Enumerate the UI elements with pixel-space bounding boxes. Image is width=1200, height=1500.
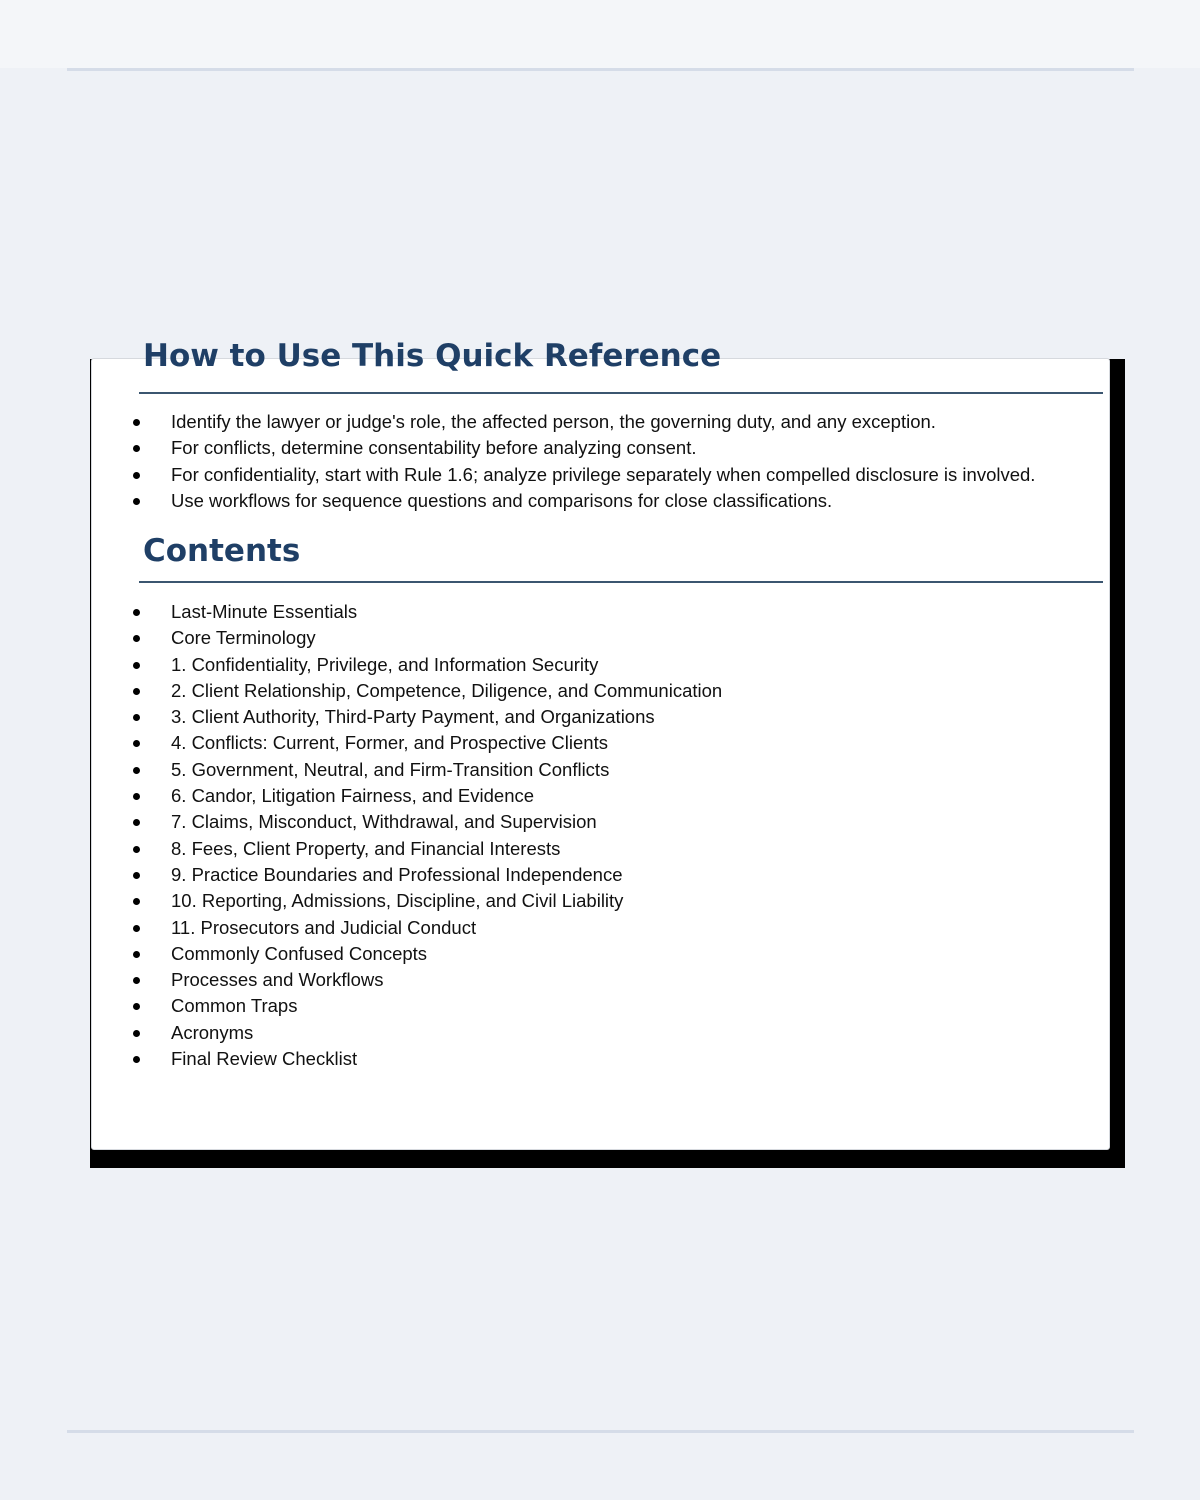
bullet-dot-icon bbox=[133, 951, 140, 958]
toc-entry-text[interactable]: 8. Fees, Client Property, and Financial Interests bbox=[171, 837, 561, 859]
bullet-dot-icon bbox=[133, 819, 140, 826]
bullet-dot-icon bbox=[133, 977, 140, 984]
toc-entry-text[interactable]: 11. Prosecutors and Judicial Conduct bbox=[171, 916, 477, 938]
bullet-dot-icon bbox=[133, 662, 140, 669]
toc-entry-text[interactable]: 4. Conflicts: Current, Former, and Prospective Clients bbox=[171, 732, 608, 754]
bullet-dot-icon bbox=[133, 846, 140, 853]
list-item-text: Use workflows for sequence questions and comparisons for close classifications. bbox=[171, 489, 833, 511]
bullet-dot-icon bbox=[133, 445, 140, 452]
toc-entry-text[interactable]: 1. Confidentiality, Privilege, and Information Security bbox=[171, 653, 599, 675]
bullet-dot-icon bbox=[133, 688, 140, 695]
bullet-dot-icon bbox=[133, 740, 140, 747]
toc-entry-text[interactable]: 7. Claims, Misconduct, Withdrawal, and Supervision bbox=[171, 811, 597, 833]
bullet-dot-icon bbox=[133, 767, 140, 774]
bullet-dot-icon bbox=[133, 925, 140, 932]
bullet-dot-icon bbox=[133, 1056, 140, 1063]
toc-entry-text[interactable]: 6. Candor, Litigation Fairness, and Evidence bbox=[171, 785, 535, 807]
toc-entry-text[interactable]: Core Terminology bbox=[171, 627, 316, 649]
list-item-text: For conflicts, determine consentability before analyzing consent. bbox=[171, 437, 697, 459]
bullet-dot-icon bbox=[133, 472, 140, 479]
heading-contents: Contents bbox=[143, 533, 301, 569]
bullet-dot-icon bbox=[133, 793, 140, 800]
bullet-dot-icon bbox=[133, 898, 140, 905]
toc-entry-text[interactable]: Acronyms bbox=[171, 1021, 254, 1043]
toc-entry-text[interactable]: 5. Government, Neutral, and Firm-Transition Conflicts bbox=[171, 758, 610, 780]
bullet-dot-icon bbox=[133, 1030, 140, 1037]
heading-underline bbox=[139, 581, 1103, 583]
toc-entry-text[interactable]: Commonly Confused Concepts bbox=[171, 942, 428, 964]
bullet-dot-icon bbox=[133, 609, 140, 616]
toc-entry-text[interactable]: 3. Client Authority, Third-Party Payment, and Organizations bbox=[171, 706, 655, 728]
toc-entry-text[interactable]: 2. Client Relationship, Competence, Diligence, and Communication bbox=[171, 679, 723, 701]
list-item-text: For confidentiality, start with Rule 1.6; analyze privilege separately when compelled disclosure is involved. bbox=[171, 463, 1036, 485]
toc-entry-text[interactable]: Last-Minute Essentials bbox=[171, 601, 358, 622]
toc-entry-text[interactable]: Common Traps bbox=[171, 995, 298, 1017]
heading-how-to-use: How to Use This Quick Reference bbox=[143, 338, 722, 374]
bullet-dot-icon bbox=[133, 872, 140, 879]
bullet-dot-icon bbox=[133, 714, 140, 721]
bottom-divider bbox=[67, 1430, 1134, 1433]
toc-entry-text[interactable]: 9. Practice Boundaries and Professional Independence bbox=[171, 863, 623, 885]
bullet-dot-icon bbox=[133, 1003, 140, 1010]
bullet-dot-icon bbox=[133, 498, 140, 505]
top-divider bbox=[67, 68, 1134, 71]
toc-entry-text[interactable]: 10. Reporting, Admissions, Discipline, and Civil Liability bbox=[171, 890, 624, 912]
heading-underline bbox=[139, 392, 1103, 394]
list-item-text: Identify the lawyer or judge's role, the affected person, the governing duty, and any exception. bbox=[171, 411, 936, 432]
toc-entry-text[interactable]: Final Review Checklist bbox=[171, 1048, 358, 1070]
bullet-dot-icon bbox=[133, 635, 140, 642]
bullet-dot-icon bbox=[133, 419, 140, 426]
viewer-top-band bbox=[0, 0, 1200, 68]
toc-entry-text[interactable]: Processes and Workflows bbox=[171, 969, 384, 991]
document-page[interactable] bbox=[91, 338, 1110, 1150]
